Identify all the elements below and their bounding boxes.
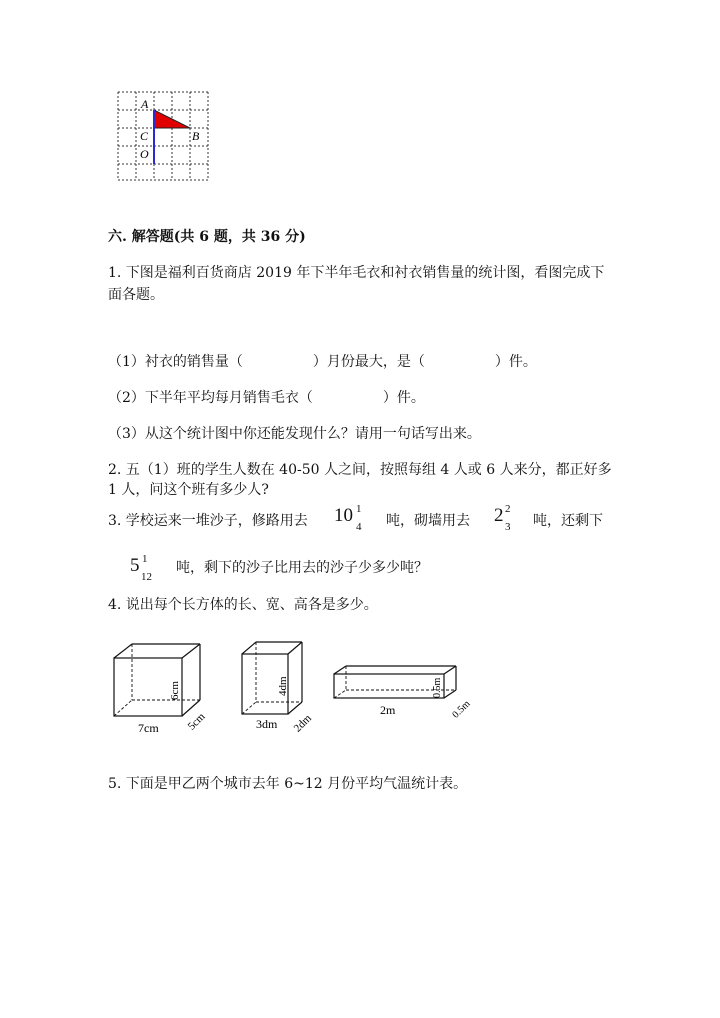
q2-line2: 1 人，问这个班有多少人?	[108, 482, 269, 498]
fraction-denominator: 3	[505, 521, 511, 533]
fraction-denominator: 12	[141, 571, 152, 583]
q3-part4: 吨，剩下的沙子比用去的沙子少多少吨？	[176, 560, 428, 576]
q4-stem: 4. 说出每个长方体的长、宽、高各是多少。	[108, 597, 378, 613]
fraction-numerator: 2	[505, 503, 511, 515]
cuboid-figures	[100, 636, 480, 746]
fraction-whole: 10	[334, 505, 353, 526]
q3-fraction-1	[334, 503, 368, 539]
q2-line1: 2. 五（1）班的学生人数在 40-50 人之间，按照每组 4 人或 6 人来分，都正好多	[108, 462, 612, 478]
q3-fraction-3	[130, 553, 160, 589]
q3-part3: 吨，还剩下	[533, 513, 603, 529]
box2-height: 4dm	[277, 676, 289, 696]
box1-width: 5cm	[185, 710, 208, 733]
label-b: B	[192, 129, 200, 143]
fraction-numerator: 1	[142, 553, 148, 565]
q1-sub2: （2）下半年平均每月销售毛衣（ ）件。	[108, 390, 425, 406]
label-a: A	[141, 97, 149, 111]
grid-figure	[108, 88, 214, 184]
section-title: 六. 解答题(共 6 题，共 36 分)	[108, 229, 306, 245]
fraction-whole: 5	[130, 555, 140, 576]
q1-stem-line2: 面各题。	[108, 287, 164, 303]
q3-fraction-2	[494, 503, 520, 539]
q1-sub1: （1）衬衣的销售量（ ）月份最大，是（ ）件。	[108, 354, 537, 370]
q1-stem-line1: 1. 下图是福利百货商店 2019 年下半年毛衣和衬衣销售量的统计图，看图完成下	[108, 265, 605, 281]
box2-width: 2dm	[291, 712, 314, 735]
cuboid-2	[242, 642, 302, 714]
q3-part2: 吨，砌墙用去	[386, 513, 470, 529]
box3-width: 0.5m	[450, 698, 473, 721]
box1-height: 6cm	[169, 681, 181, 700]
box1-length: 7cm	[138, 721, 159, 735]
label-c: C	[140, 129, 149, 143]
cuboid-1	[114, 644, 200, 716]
q1-sub3: （3）从这个统计图中你还能发现什么？请用一句话写出来。	[108, 426, 481, 442]
box3-length: 2m	[380, 703, 396, 717]
fraction-whole: 2	[494, 505, 504, 526]
q3-part1: 3. 学校运来一堆沙子，修路用去	[108, 513, 308, 529]
q5-stem: 5. 下面是甲乙两个城市去年 6~12 月份平均气温统计表。	[108, 776, 468, 792]
fraction-denominator: 4	[356, 521, 362, 533]
box2-length: 3dm	[256, 717, 278, 731]
label-o: O	[140, 147, 149, 161]
box3-height: 0.5m	[432, 677, 443, 698]
fraction-numerator: 1	[356, 503, 362, 515]
